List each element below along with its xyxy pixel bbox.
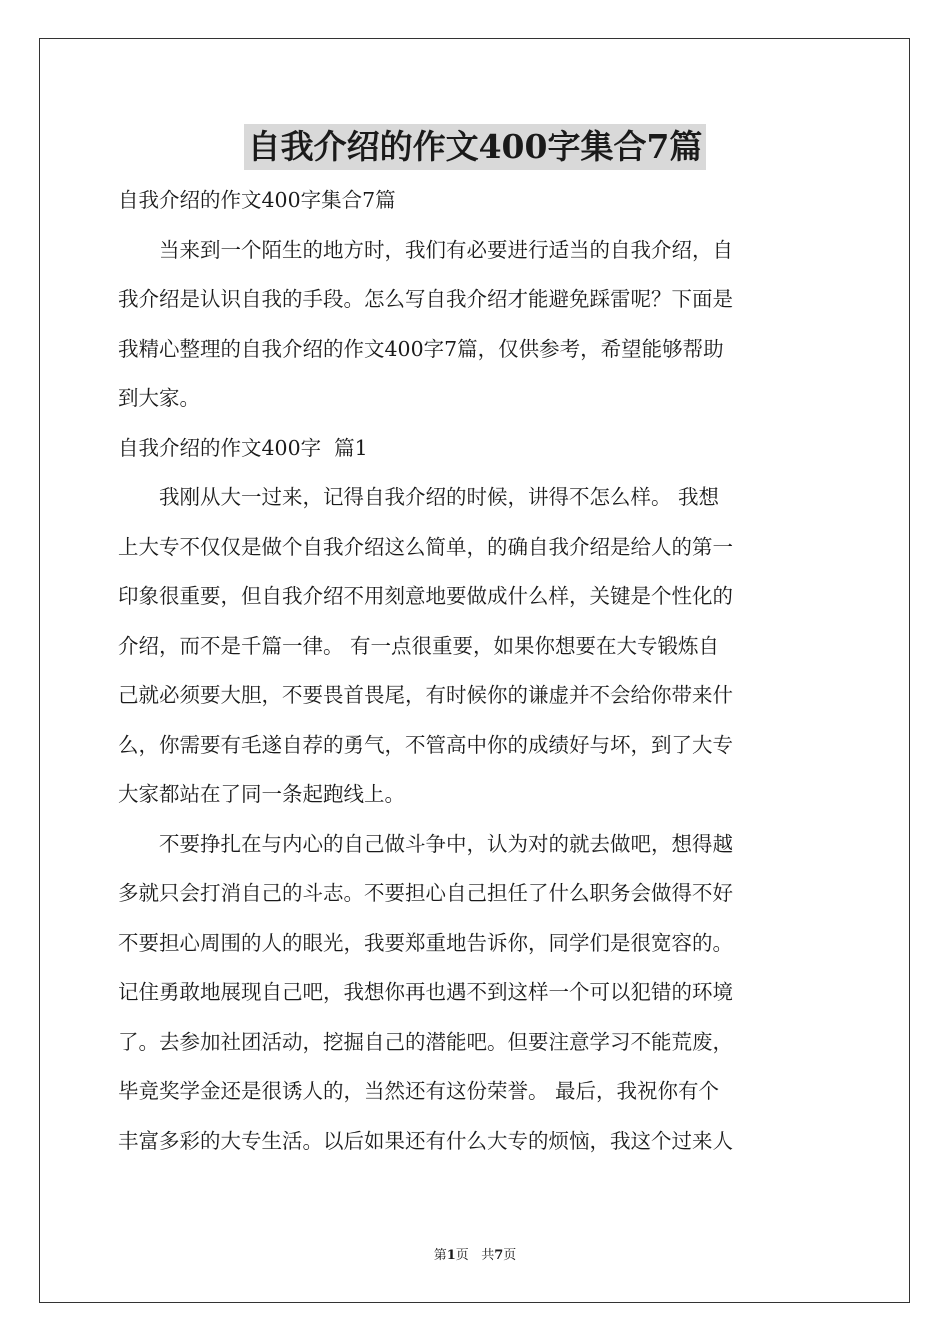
paragraph-line: 不要挣扎在与内心的自己做斗争中，认为对的就去做吧，想得越 (159, 831, 733, 856)
paragraph-line: 印象很重要，但自我介绍不用刻意地要做成什么样，关键是个性化的 (118, 584, 733, 608)
paragraph-line: 大家都站在了同一条起跑线上。 (118, 782, 405, 806)
intro-line: 当来到一个陌生的地方时，我们有必要进行适当的自我介绍，自 (159, 237, 733, 262)
intro-line: 我精心整理的自我介绍的作文400字7篇，仅供参考，希望能够帮助 (118, 336, 724, 361)
paragraph-line: 己就必须要大胆，不要畏首畏尾，有时候你的谦虚并不会给你带来什 (118, 683, 733, 707)
current-page-number: 1 (446, 1248, 456, 1263)
paragraph-line: 了。去参加社团活动，挖掘自己的潜能吧。但要注意学习不能荒废， (118, 1029, 733, 1054)
intro-line: 到大家。 (118, 386, 200, 410)
paragraph-line: 我刚从大一过来，记得自我介绍的时候，讲得不怎么样。 我想 (159, 485, 720, 509)
paragraph-line: 么，你需要有毛遂自荐的勇气，不管高中你的成绩好与坏，到了大专 (118, 732, 733, 757)
document-title: 自我介绍的作文400字集合7篇 (244, 124, 707, 170)
intro-line: 我介绍是认识自我的手段。怎么写自我介绍才能避免踩雷呢？下面是 (118, 287, 733, 311)
total-pages-number: 7 (494, 1248, 504, 1263)
paragraph-line: 记住勇敢地展现自己吧，我想你再也遇不到这样一个可以犯错的环境 (118, 980, 733, 1004)
footer-total-suffix: 页 (503, 1248, 517, 1263)
paragraph-line: 介绍，而不是千篇一律。 有一点很重要，如果你想要在大专锻炼自 (118, 633, 720, 658)
document-subtitle: 自我介绍的作文400字集合7篇 (118, 188, 396, 212)
paragraph-line: 丰富多彩的大专生活。以后如果还有什么大专的烦恼，我这个过来人 (118, 1128, 733, 1153)
section-heading: 自我介绍的作文400字 篇1 (118, 435, 368, 460)
footer-prefix: 第 (433, 1248, 447, 1263)
page-footer (0, 1247, 950, 1265)
paragraph-line: 上大专不仅仅是做个自我介绍这么简单，的确自我介绍是给人的第一 (118, 534, 733, 559)
paragraph-line: 不要担心周围的人的眼光，我要郑重地告诉你，同学们是很宽容的。 (118, 930, 733, 955)
title-container (0, 124, 950, 170)
footer-total-prefix: 共 (481, 1248, 495, 1263)
paragraph-line: 多就只会打消自己的斗志。不要担心自己担任了什么职务会做得不好 (118, 881, 733, 905)
paragraph-line: 毕竟奖学金还是很诱人的，当然还有这份荣誉。 最后，我祝你有个 (118, 1079, 720, 1103)
footer-page-suffix: 页 (455, 1248, 469, 1263)
document-body (118, 176, 834, 1166)
